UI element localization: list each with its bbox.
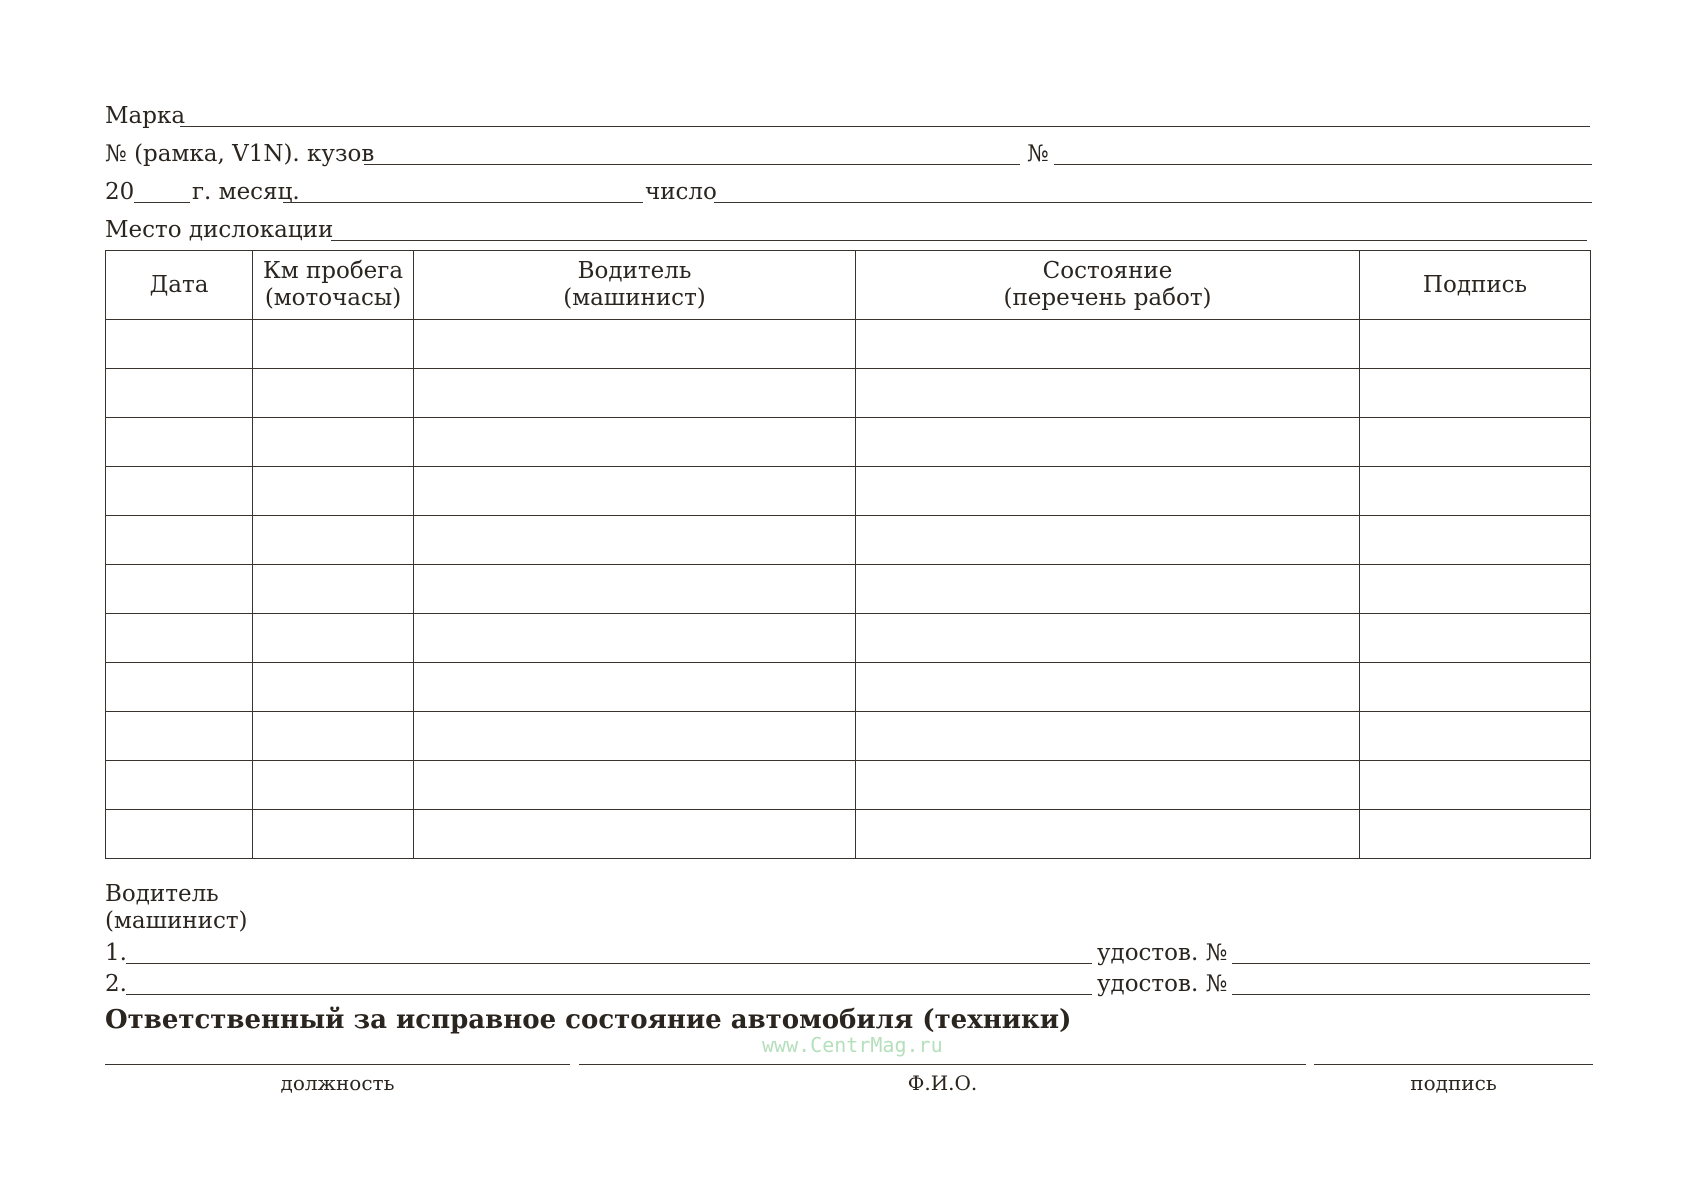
- column-header-line1: Подпись: [1422, 271, 1528, 298]
- column-header-signature: [1360, 251, 1591, 320]
- table-cell-signature[interactable]: [1360, 418, 1591, 467]
- table-cell-condition[interactable]: [856, 712, 1360, 761]
- year-prefix: 20: [105, 179, 135, 205]
- table-cell-driver[interactable]: [414, 614, 856, 663]
- table-cell-date[interactable]: [106, 614, 253, 663]
- table-cell-date[interactable]: [106, 761, 253, 810]
- log-table-body: [106, 320, 1591, 859]
- year-field-line[interactable]: [134, 202, 190, 203]
- table-cell-signature[interactable]: [1360, 467, 1591, 516]
- column-header-date: [106, 251, 253, 320]
- signature-line[interactable]: [1314, 1064, 1593, 1065]
- table-cell-signature[interactable]: [1360, 614, 1591, 663]
- column-header-line2: (машинист): [563, 285, 706, 311]
- table-cell-driver[interactable]: [414, 565, 856, 614]
- table-cell-driver[interactable]: [414, 418, 856, 467]
- location-field-line[interactable]: [331, 240, 1587, 241]
- table-row: [106, 761, 1591, 810]
- table-cell-mileage[interactable]: [253, 761, 414, 810]
- driver-2-number: 2.: [105, 971, 127, 997]
- table-row: [106, 369, 1591, 418]
- table-cell-driver[interactable]: [414, 663, 856, 712]
- signature-caption: подпись: [1410, 1071, 1497, 1095]
- driver-2-license-line[interactable]: [1232, 994, 1590, 995]
- column-header-condition: [856, 251, 1360, 320]
- table-cell-signature[interactable]: [1360, 320, 1591, 369]
- location-label: Место дислокации: [105, 217, 334, 243]
- column-header-line1: Дата: [149, 271, 209, 298]
- drivers-title-line1: Водитель: [105, 881, 219, 907]
- table-cell-date[interactable]: [106, 810, 253, 859]
- table-header-row: [106, 251, 1591, 320]
- month-field-line[interactable]: [283, 202, 643, 203]
- column-header-driver: [414, 251, 856, 320]
- table-cell-signature[interactable]: [1360, 565, 1591, 614]
- column-header-line1: Водитель: [577, 258, 692, 284]
- column-header-line1: Состояние: [1042, 258, 1173, 284]
- responsible-title: Ответственный за исправное состояние автомобиля (техники): [105, 1005, 1072, 1035]
- frame-body-field-line[interactable]: [364, 164, 1020, 165]
- table-cell-mileage[interactable]: [253, 663, 414, 712]
- brand-label: Марка: [105, 103, 186, 129]
- table-row: [106, 663, 1591, 712]
- table-row: [106, 565, 1591, 614]
- table-cell-driver[interactable]: [414, 320, 856, 369]
- table-cell-condition[interactable]: [856, 761, 1360, 810]
- table-row: [106, 467, 1591, 516]
- driver-2-license-label: удостов. №: [1097, 971, 1228, 997]
- table-cell-condition[interactable]: [856, 663, 1360, 712]
- table-cell-condition[interactable]: [856, 418, 1360, 467]
- column-header-line2: (перечень работ): [1003, 285, 1212, 311]
- table-row: [106, 418, 1591, 467]
- table-cell-mileage[interactable]: [253, 810, 414, 859]
- driver-1-license-line[interactable]: [1232, 963, 1590, 964]
- table-cell-signature[interactable]: [1360, 761, 1591, 810]
- table-cell-signature[interactable]: [1360, 810, 1591, 859]
- table-cell-signature[interactable]: [1360, 712, 1591, 761]
- watermark-text: www.CentrMag.ru: [762, 1033, 943, 1057]
- column-header-mileage: [253, 251, 414, 320]
- table-cell-date[interactable]: [106, 712, 253, 761]
- day-field-line[interactable]: [714, 202, 1592, 203]
- table-row: [106, 810, 1591, 859]
- table-cell-date[interactable]: [106, 565, 253, 614]
- table-cell-condition[interactable]: [856, 614, 1360, 663]
- table-cell-mileage[interactable]: [253, 565, 414, 614]
- position-caption: должность: [280, 1071, 395, 1095]
- driver-2-name-line[interactable]: [126, 994, 1092, 995]
- table-cell-mileage[interactable]: [253, 516, 414, 565]
- table-cell-condition[interactable]: [856, 810, 1360, 859]
- table-cell-date[interactable]: [106, 663, 253, 712]
- table-cell-condition[interactable]: [856, 516, 1360, 565]
- table-cell-driver[interactable]: [414, 712, 856, 761]
- table-cell-driver[interactable]: [414, 761, 856, 810]
- driver-1-number: 1.: [105, 940, 127, 966]
- frame-body-label: № (рамка, V1N). кузов: [105, 141, 375, 167]
- column-header-line2: (моточасы): [264, 285, 402, 311]
- column-header-line1: Км пробега: [262, 258, 404, 284]
- table-cell-date[interactable]: [106, 418, 253, 467]
- table-row: [106, 516, 1591, 565]
- table-cell-date[interactable]: [106, 369, 253, 418]
- table-cell-mileage[interactable]: [253, 712, 414, 761]
- table-cell-condition[interactable]: [856, 467, 1360, 516]
- day-label: число: [645, 179, 717, 205]
- table-cell-signature[interactable]: [1360, 516, 1591, 565]
- table-cell-mileage[interactable]: [253, 467, 414, 516]
- month-label: г. месяц.: [192, 179, 300, 205]
- table-cell-condition[interactable]: [856, 320, 1360, 369]
- drivers-title-line2: (машинист): [105, 908, 248, 934]
- table-cell-mileage[interactable]: [253, 418, 414, 467]
- table-cell-mileage[interactable]: [253, 320, 414, 369]
- table-row: [106, 614, 1591, 663]
- table-cell-driver[interactable]: [414, 516, 856, 565]
- table-cell-driver[interactable]: [414, 467, 856, 516]
- number-field-line[interactable]: [1054, 164, 1592, 165]
- table-cell-signature[interactable]: [1360, 369, 1591, 418]
- name-line[interactable]: [579, 1064, 1306, 1065]
- name-caption: Ф.И.О.: [907, 1071, 978, 1095]
- table-row: [106, 320, 1591, 369]
- driver-1-name-line[interactable]: [126, 963, 1092, 964]
- table-cell-condition[interactable]: [856, 369, 1360, 418]
- table-cell-date[interactable]: [106, 320, 253, 369]
- table-cell-driver[interactable]: [414, 810, 856, 859]
- table-cell-mileage[interactable]: [253, 614, 414, 663]
- table-cell-mileage[interactable]: [253, 369, 414, 418]
- table-cell-date[interactable]: [106, 467, 253, 516]
- position-line[interactable]: [105, 1064, 570, 1065]
- table-row: [106, 712, 1591, 761]
- number-label: №: [1027, 141, 1049, 167]
- table-cell-date[interactable]: [106, 516, 253, 565]
- driver-1-license-label: удостов. №: [1097, 940, 1228, 966]
- brand-field-line[interactable]: [180, 126, 1590, 127]
- table-cell-signature[interactable]: [1360, 663, 1591, 712]
- log-table: [105, 250, 1591, 859]
- table-cell-condition[interactable]: [856, 565, 1360, 614]
- table-cell-driver[interactable]: [414, 369, 856, 418]
